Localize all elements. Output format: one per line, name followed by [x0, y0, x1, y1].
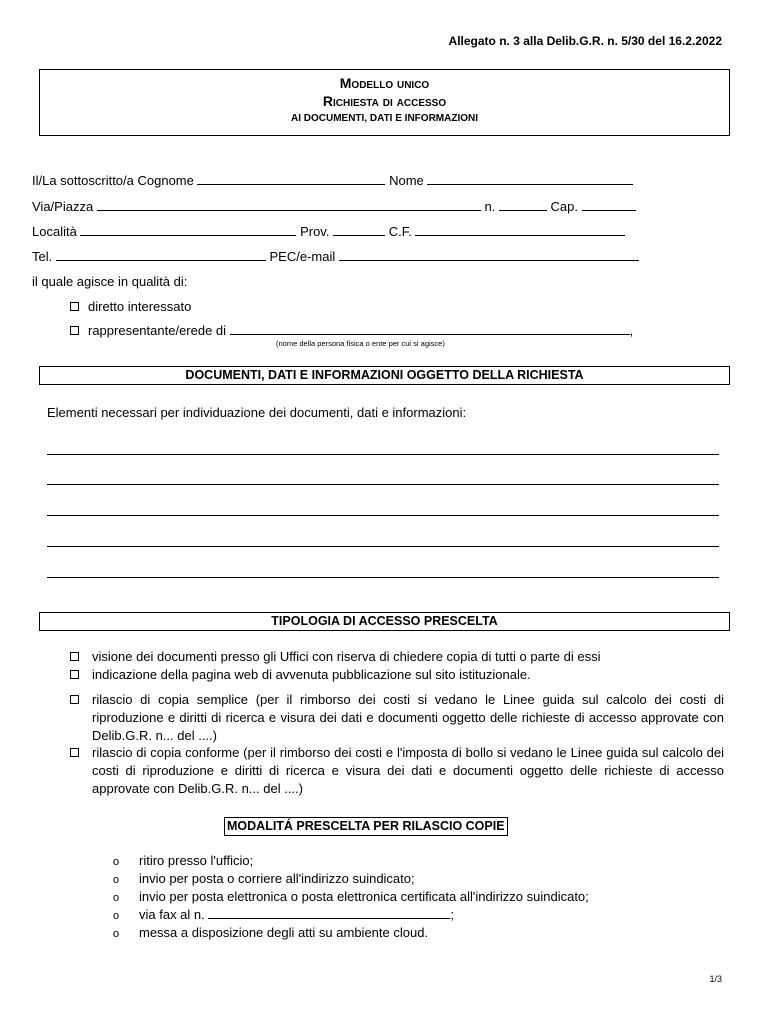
checkbox[interactable] — [70, 302, 79, 311]
nome-field[interactable] — [427, 173, 633, 185]
checkbox[interactable] — [70, 670, 79, 679]
option-rappresentante[interactable] — [70, 323, 633, 338]
tipologia-option-visione[interactable] — [70, 648, 724, 666]
tipologia-option-label: indicazione della pagina web di avvenuta pubblicazione sul sito istituzionale. — [92, 667, 531, 682]
bullet: o — [113, 892, 120, 904]
row-localita — [32, 224, 625, 239]
title-box — [39, 69, 730, 136]
prov-label: Prov. — [300, 224, 330, 239]
tipologia-option-label: rilascio di copia semplice (per il rimborso dei costi si vedano le Linee guida sul calcolo dei costi di riproduzione e diritti di ricerca e visura dei dati e documenti oggetto delle richieste di accesso approvate con Delib.G.R. n... del ....) — [92, 692, 724, 743]
bullet: o — [113, 910, 120, 922]
option-rappresentante-label: rappresentante/erede di — [88, 323, 227, 338]
tipologia-option-pagina-web[interactable] — [70, 666, 724, 684]
bullet: o — [113, 856, 120, 868]
title-line1: Modello unico — [339, 75, 430, 91]
section-documenti-title: DOCUMENTI, DATI E INFORMAZIONI OGGETTO DELLA RICHIESTA — [39, 366, 730, 385]
tipologia-option-label: rilascio di copia conforme (per il rimborso dei costi e l'imposta di bollo si vedano le Linee guida sul calcolo dei costi di riproduzione e diritti di ricerca e visura dei dati e documenti oggetto delle richieste di accesso approvate con Delib.G.R. n... del ....) — [92, 745, 724, 796]
header-note: Allegato n. 3 alla Delib.G.R. n. 5/30 del 16.2.2022 — [448, 34, 722, 48]
checkbox[interactable] — [70, 326, 79, 335]
bullet: o — [113, 928, 120, 940]
modalita-option-cloud[interactable] — [113, 925, 428, 940]
tel-label: Tel. — [32, 249, 53, 264]
documenti-line-1[interactable] — [47, 454, 719, 455]
modalita-option-fax[interactable] — [113, 907, 454, 922]
section-modalita-title: MODALITÁ PRESCELTA PER RILASCIO COPIE — [224, 817, 508, 836]
prov-field[interactable] — [333, 224, 385, 236]
cap-field[interactable] — [582, 199, 636, 211]
documenti-line-5[interactable] — [47, 577, 719, 578]
modalita-option-label: ritiro presso l'ufficio; — [139, 853, 254, 868]
tipologia-option-label: visione dei documenti presso gli Uffici con riserva di chiedere copia di tutti o parte di essi — [92, 649, 601, 664]
row-tel — [32, 249, 639, 264]
documenti-instructions: Elementi necessari per individuazione dei documenti, dati e informazioni: — [47, 405, 467, 420]
rappresentante-comma: , — [629, 323, 634, 338]
localita-field[interactable] — [80, 224, 296, 236]
tipologia-option-copia-conforme[interactable] — [70, 744, 724, 798]
civico-field[interactable] — [499, 199, 547, 211]
tipologia-option-copia-semplice[interactable] — [70, 691, 724, 745]
cf-field[interactable] — [415, 224, 625, 236]
modalita-option-label: invio per posta o corriere all'indirizzo suindicato; — [139, 871, 415, 886]
modalita-option-posta[interactable] — [113, 871, 415, 886]
cognome-label: Il/La sottoscritto/a Cognome — [32, 173, 194, 188]
modalita-option-label: via fax al n. — [139, 907, 205, 922]
qualita-label: il quale agisce in qualità di: — [32, 274, 188, 289]
via-label: Via/Piazza — [32, 199, 94, 214]
title-line3: AI DOCUMENTI, DATI E INFORMAZIONI — [290, 113, 479, 124]
page-number: 1/3 — [709, 974, 722, 984]
bullet: o — [113, 874, 120, 886]
row-cognome-nome — [32, 173, 633, 188]
localita-label: Località — [32, 224, 77, 239]
section-tipologia-title: TIPOLOGIA DI ACCESSO PRESCELTA — [39, 612, 730, 631]
documenti-line-4[interactable] — [47, 546, 719, 547]
via-field[interactable] — [97, 199, 481, 211]
nome-label: Nome — [389, 173, 424, 188]
documenti-line-2[interactable] — [47, 484, 719, 485]
pec-label: PEC/e-mail — [269, 249, 336, 264]
checkbox[interactable] — [70, 695, 79, 704]
option-diretto-label: diretto interessato — [88, 299, 192, 314]
option-diretto[interactable] — [70, 299, 191, 314]
cognome-field[interactable] — [197, 173, 385, 185]
row-via — [32, 199, 636, 214]
checkbox[interactable] — [70, 748, 79, 757]
modalita-option-ritiro[interactable] — [113, 853, 253, 868]
fax-field[interactable] — [208, 907, 450, 919]
tel-field[interactable] — [56, 249, 266, 261]
cap-label: Cap. — [550, 199, 578, 214]
title-line2: Richiesta di accesso — [322, 93, 447, 109]
pec-field[interactable] — [339, 249, 639, 261]
checkbox[interactable] — [70, 652, 79, 661]
modalita-option-label: invio per posta elettronica o posta elettronica certificata all'indirizzo suindicato; — [139, 889, 589, 904]
n-label: n. — [484, 199, 496, 214]
rappresentante-field[interactable] — [230, 323, 630, 335]
documenti-line-3[interactable] — [47, 515, 719, 516]
rappresentante-note: (nome della persona fisica o ente per cui si agisce) — [276, 339, 445, 348]
fax-suffix: ; — [450, 907, 455, 922]
modalita-option-email[interactable] — [113, 889, 589, 904]
cf-label: C.F. — [388, 224, 412, 239]
modalita-option-label: messa a disposizione degli atti su ambiente cloud. — [139, 925, 429, 940]
